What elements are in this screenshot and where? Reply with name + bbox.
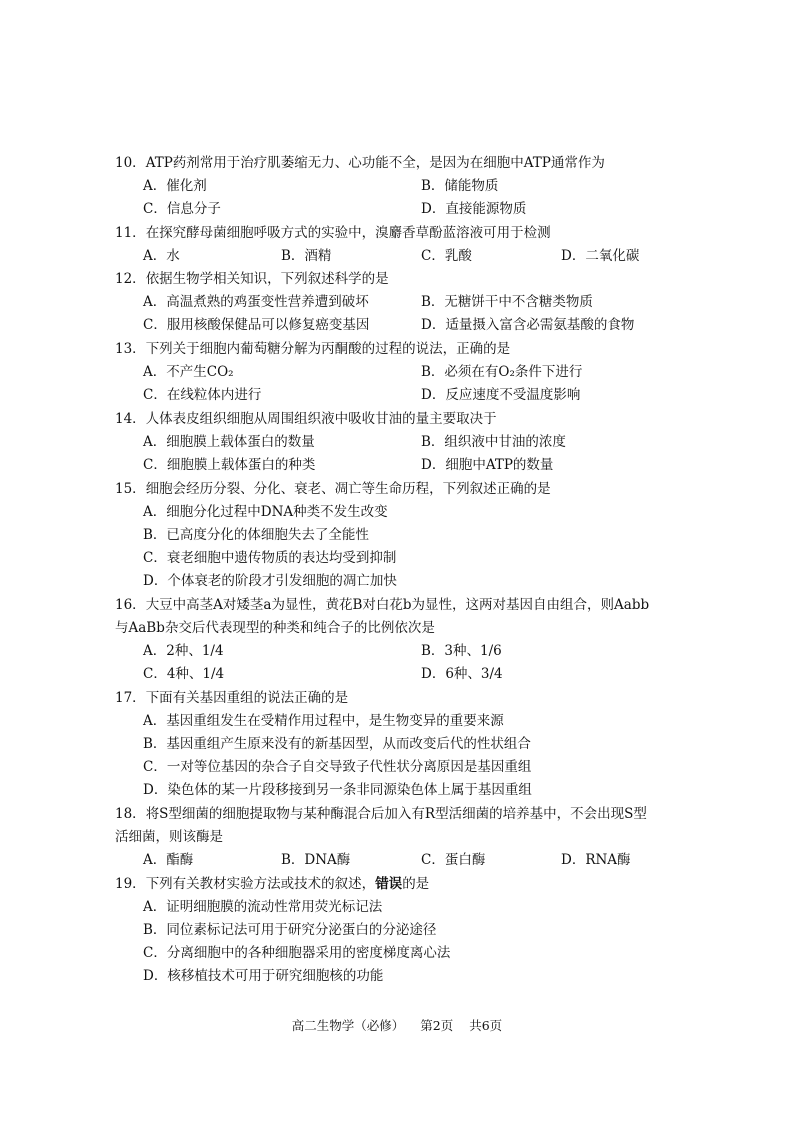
option: A．酯酶: [143, 852, 194, 868]
option: A．细胞分化过程中DNA种类不发生改变: [143, 504, 388, 520]
option: D．个体衰老的阶段才引发细胞的凋亡加快: [143, 573, 397, 589]
option: D．直接能源物质: [421, 201, 527, 217]
footer-total: 共6页: [469, 1018, 503, 1033]
option: C．服用核酸保健品可以修复癌变基因: [143, 317, 370, 333]
option: A．2种、1/4: [143, 643, 224, 659]
option: B．组织液中甘油的浓度: [421, 434, 566, 450]
option: C．4种、1/4: [143, 666, 225, 682]
question-16-continued: 与AaBb杂交后代表现型的种类和纯合子的比例依次是: [115, 620, 435, 636]
option: C．分离细胞中的各种细胞器采用的密度梯度离心法: [143, 945, 451, 961]
question-10: 10．ATP药剂常用于治疗肌萎缩无力、心功能不全，是因为在细胞中ATP通常作为: [115, 155, 605, 171]
option: B．基因重组产生原来没有的新基因型，从而改变后代的性状组合: [143, 736, 531, 752]
option: B．必须在有O₂条件下进行: [421, 364, 583, 380]
option: D．反应速度不受温度影响: [421, 387, 581, 403]
option: C．信息分子: [143, 201, 221, 217]
option: D．核移植技术可用于研究细胞核的功能: [143, 968, 384, 984]
option: D．染色体的某一片段移接到另一条非同源染色体上属于基因重组: [143, 782, 532, 798]
option: A．细胞膜上载体蛋白的数量: [143, 434, 315, 450]
question-14: 14．人体表皮组织细胞从周围组织液中吸收甘油的量主要取决于: [115, 411, 497, 427]
option: A．催化剂: [143, 178, 207, 194]
emphasis-word: 错误: [375, 876, 403, 892]
option: B．已高度分化的体细胞失去了全能性: [143, 527, 369, 543]
option: D．二氧化碳: [561, 248, 640, 264]
option: C．衰老细胞中遗传物质的表达均受到抑制: [143, 550, 397, 566]
option: B．储能物质: [421, 178, 499, 194]
option: C．细胞膜上载体蛋白的种类: [143, 457, 316, 473]
question-18: 18．将S型细菌的细胞提取物与某种酶混合后加入有R型活细菌的培养基中，不会出现S型: [115, 806, 647, 822]
question-12: 12．依据生物学相关知识，下列叙述科学的是: [115, 271, 389, 287]
question-15: 15．细胞会经历分裂、分化、衰老、凋亡等生命历程，下列叙述正确的是: [115, 481, 551, 497]
footer-subject: 高二生物学（必修）: [291, 1018, 405, 1033]
page-footer: [0, 1016, 794, 1034]
option: B．无糖饼干中不含糖类物质: [421, 294, 593, 310]
option: D．6种、3/4: [421, 666, 503, 682]
footer-page: 第2页: [420, 1018, 454, 1033]
option: B．同位素标记法可用于研究分泌蛋白的分泌途径: [143, 922, 437, 938]
option: A．不产生CO₂: [143, 364, 234, 380]
option: A．证明细胞膜的流动性常用荧光标记法: [143, 899, 383, 915]
option: A．高温煮熟的鸡蛋变性营养遭到破坏: [143, 294, 369, 310]
option: C．一对等位基因的杂合子自交导致子代性状分离原因是基因重组: [143, 759, 532, 775]
option: B．酒精: [281, 248, 332, 264]
option: A．水: [143, 248, 180, 264]
option: D．适量摄入富含必需氨基酸的食物: [421, 317, 635, 333]
option: D．RNA酶: [561, 852, 631, 868]
question-19: 19．下列有关教材实验方法或技术的叙述，错误的是: [115, 876, 430, 892]
option: B．DNA酶: [281, 852, 351, 868]
option: C．蛋白酶: [421, 852, 486, 868]
question-18-continued: 活细菌，则该酶是: [115, 829, 223, 845]
question-16: 16．大豆中高茎A对矮茎a为显性，黄花B对白花b为显性，这两对基因自由组合，则Aabb: [115, 597, 650, 613]
question-11: 11．在探究酵母菌细胞呼吸方式的实验中，溴麝香草酚蓝溶液可用于检测: [115, 225, 551, 241]
option: C．乳酸: [421, 248, 472, 264]
question-17: 17．下面有关基因重组的说法正确的是: [115, 690, 349, 706]
question-13: 13．下列关于细胞内葡萄糖分解为丙酮酸的过程的说法，正确的是: [115, 341, 511, 357]
option: A．基因重组发生在受精作用过程中，是生物变异的重要来源: [143, 713, 504, 729]
option: B．3种、1/6: [421, 643, 502, 659]
option: C．在线粒体内进行: [143, 387, 262, 403]
option: D．细胞中ATP的数量: [421, 457, 554, 473]
